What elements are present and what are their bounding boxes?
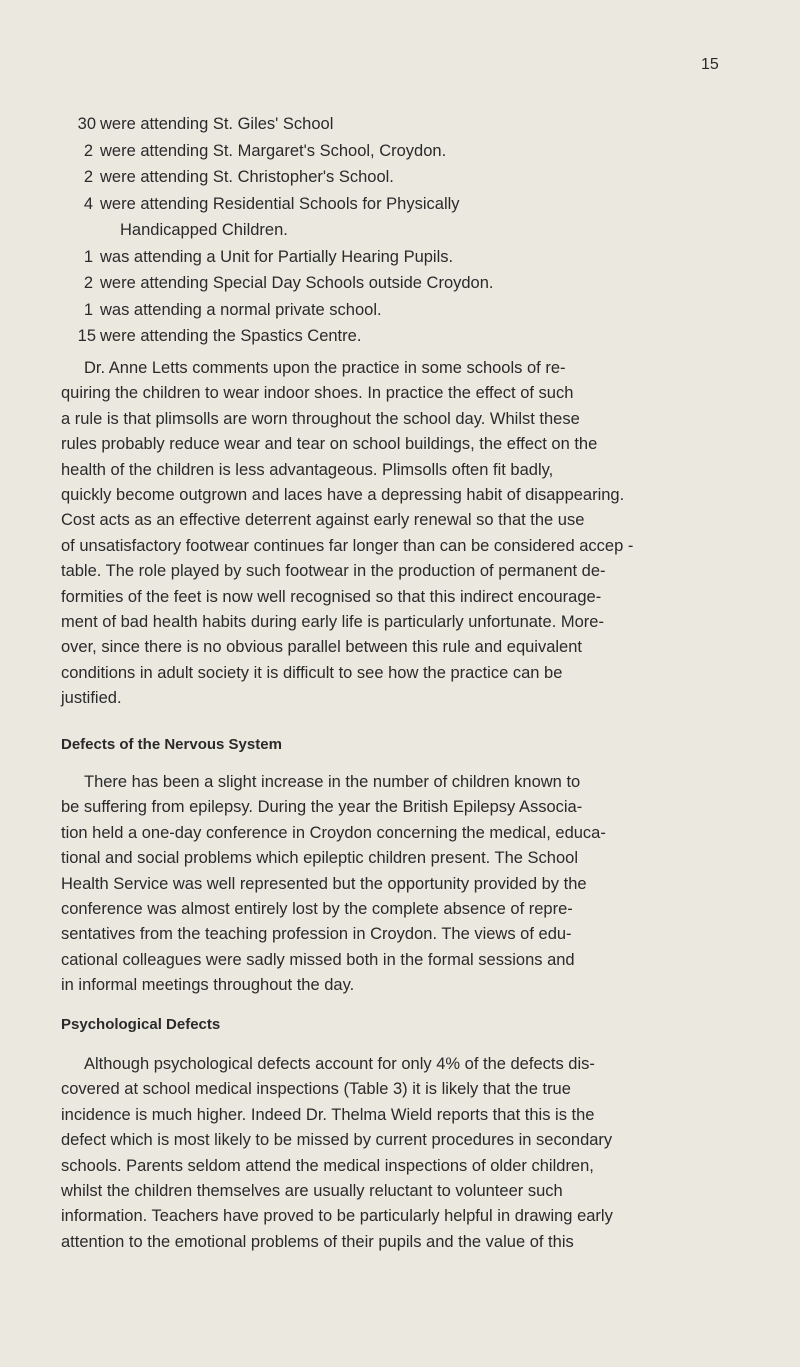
list-item-count: 1 xyxy=(83,300,93,319)
text-line: quickly become outgrown and laces have a depressing habit of disappearing. xyxy=(61,486,625,505)
text-line: ment of bad health habits during early life is particularly unfortunate. More- xyxy=(61,613,604,632)
list-item-count: 30 xyxy=(77,115,96,133)
page-number: 15 xyxy=(701,56,719,73)
text-line: in informal meetings throughout the day. xyxy=(61,976,355,995)
attendance-list xyxy=(76,111,756,350)
psychological-defects-paragraph xyxy=(61,1052,751,1255)
text-line: rules probably reduce wear and tear on school buildings, the effect on the xyxy=(61,435,598,454)
section-heading-nervous-system: Defects of the Nervous System xyxy=(61,736,282,753)
list-item xyxy=(76,323,756,350)
text-line: cational colleagues were sadly missed both in the formal sessions and xyxy=(61,950,575,969)
list-item xyxy=(76,164,756,191)
text-line: incidence is much higher. Indeed Dr. Thelma Wield reports that this is the xyxy=(61,1105,595,1124)
list-item-text: were attending Special Day Schools outside Croydon. xyxy=(100,274,494,292)
list-item-count: 15 xyxy=(77,327,96,345)
list-item-count: 2 xyxy=(83,168,93,186)
list-item-count: 2 xyxy=(83,141,93,160)
list-item-count: 2 xyxy=(83,274,93,292)
list-item-count: 4 xyxy=(83,194,93,213)
text-line: tional and social problems which epileptic children present. The School xyxy=(61,849,578,868)
text-line: table. The role played by such footwear in the production of permanent de- xyxy=(61,562,606,581)
text-line: schools. Parents seldom attend the medical inspections of older children, xyxy=(61,1156,594,1175)
text-line: health of the children is less advantageous. Plimsolls often fit badly, xyxy=(61,460,554,479)
footwear-paragraph xyxy=(61,356,751,712)
list-item-text: were attending St. Margaret's School, Croydon. xyxy=(100,141,447,160)
list-item-text: were attending Residential Schools for Physically xyxy=(100,194,460,213)
text-line: Cost acts as an effective deterrent against early renewal so that the use xyxy=(61,511,585,530)
text-line: over, since there is no obvious parallel between this rule and equivalent xyxy=(61,638,582,657)
text-line: quiring the children to wear indoor shoes. In practice the effect of such xyxy=(61,384,574,403)
list-item xyxy=(76,138,756,165)
text-line: of unsatisfactory footwear continues far longer than can be considered accep - xyxy=(61,536,634,555)
list-item-text: were attending St. Christopher's School. xyxy=(100,168,394,186)
text-line: Health Service was well represented but the opportunity provided by the xyxy=(61,874,587,893)
nervous-system-paragraph xyxy=(61,770,751,999)
text-line: There has been a slight increase in the number of children known to xyxy=(84,773,581,791)
text-line: attention to the emotional problems of their pupils and the value of this xyxy=(61,1232,574,1251)
text-line: formities of the feet is now well recognised so that this indirect encourage- xyxy=(61,587,602,606)
text-line: justified. xyxy=(61,689,122,708)
list-item-text: was attending a normal private school. xyxy=(100,300,382,319)
text-line: conditions in adult society it is difficult to see how the practice can be xyxy=(61,663,563,682)
text-line: whilst the children themselves are usually reluctant to volunteer such xyxy=(61,1182,563,1201)
text-line: a rule is that plimsolls are worn throughout the school day. Whilst these xyxy=(61,409,580,428)
list-item-text: were attending St. Giles' School xyxy=(100,115,334,133)
list-item-text: was attending a Unit for Partially Hearing Pupils. xyxy=(100,247,454,266)
list-item xyxy=(76,111,756,138)
list-item xyxy=(76,244,756,271)
list-item-count: 1 xyxy=(83,247,93,266)
text-line: Dr. Anne Letts comments upon the practice in some schools of re- xyxy=(84,359,566,377)
text-line: Although psychological defects account for only 4% of the defects dis- xyxy=(84,1055,595,1073)
text-line: defect which is most likely to be missed by current procedures in secondary xyxy=(61,1131,613,1150)
text-line: information. Teachers have proved to be particularly helpful in drawing early xyxy=(61,1207,613,1226)
list-item-text: were attending the Spastics Centre. xyxy=(100,327,362,345)
list-item xyxy=(76,297,756,324)
list-item-continuation: Handicapped Children. xyxy=(120,221,288,239)
text-line: sentatives from the teaching profession in Croydon. The views of edu- xyxy=(61,925,572,944)
list-item xyxy=(76,270,756,297)
text-line: be suffering from epilepsy. During the year the British Epilepsy Associa- xyxy=(61,798,583,817)
list-item xyxy=(76,191,756,218)
text-line: conference was almost entirely lost by the complete absence of repre- xyxy=(61,900,573,919)
section-heading-psychological-defects: Psychological Defects xyxy=(61,1016,221,1033)
text-line: covered at school medical inspections (Table 3) it is likely that the true xyxy=(61,1080,571,1099)
text-line: tion held a one-day conference in Croydon concerning the medical, educa- xyxy=(61,823,606,842)
